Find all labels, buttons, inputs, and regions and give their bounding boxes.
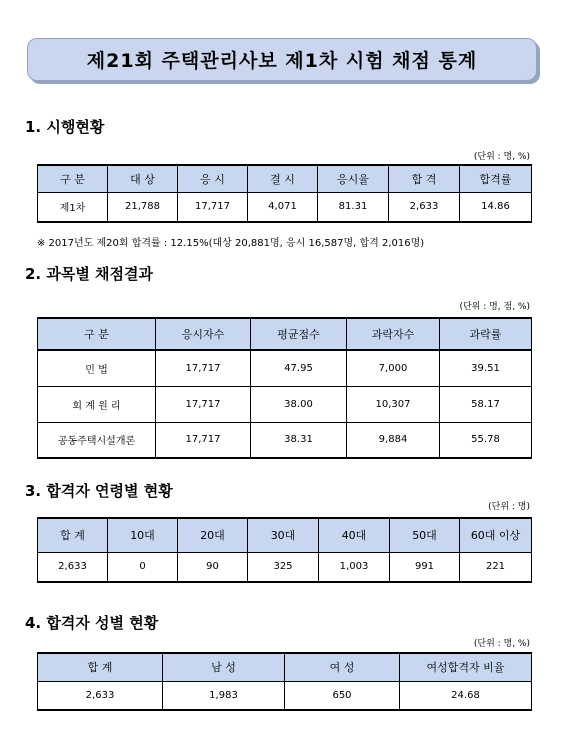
table-cell: 10,307 xyxy=(347,386,440,422)
table-cell: 14.86 xyxy=(460,192,532,222)
table-cell: 38.31 xyxy=(251,422,347,458)
table-header-row xyxy=(38,518,532,552)
table-cell: 39.51 xyxy=(440,350,532,386)
table-header-row xyxy=(38,165,532,192)
header-cell: 60대 이상 xyxy=(460,518,532,552)
table-cell: 21,788 xyxy=(108,192,178,222)
table-row xyxy=(38,386,532,422)
table-cell: 55.78 xyxy=(440,422,532,458)
header-cell: 대 상 xyxy=(108,165,178,192)
section-3-unit: (단위 : 명) xyxy=(488,502,530,512)
section-3-table xyxy=(37,517,532,583)
table-cell: 9,884 xyxy=(347,422,440,458)
section-1-table xyxy=(37,164,532,223)
header-cell: 여성합격자 비율 xyxy=(400,653,532,681)
table-cell: 2,633 xyxy=(38,681,163,710)
table-cell: 650 xyxy=(285,681,400,710)
table-cell: 0 xyxy=(108,552,178,582)
table-cell: 90 xyxy=(178,552,248,582)
table-cell: 38.00 xyxy=(251,386,347,422)
table-cell: 81.31 xyxy=(318,192,389,222)
header-cell: 합격률 xyxy=(460,165,532,192)
table-cell: 221 xyxy=(460,552,532,582)
header-cell: 응시율 xyxy=(318,165,389,192)
table-cell: 제1차 xyxy=(38,192,108,222)
table-row xyxy=(38,552,532,582)
table-header-row xyxy=(38,318,532,350)
table-cell: 1,003 xyxy=(319,552,390,582)
header-cell: 응 시 xyxy=(178,165,248,192)
section-4-table xyxy=(37,652,532,711)
header-cell: 구 분 xyxy=(38,165,108,192)
header-cell: 과락률 xyxy=(440,318,532,350)
table-cell: 17,717 xyxy=(156,350,251,386)
header-cell: 합 계 xyxy=(38,518,108,552)
section-4-unit: (단위 : 명, %) xyxy=(473,639,530,649)
header-cell: 남 성 xyxy=(163,653,285,681)
section-1-unit: (단위 : 명, %) xyxy=(473,152,530,162)
table-cell: 4,071 xyxy=(248,192,318,222)
section-4-heading: 4. 합격자 성별 현황 xyxy=(25,614,159,632)
header-cell: 평균점수 xyxy=(251,318,347,350)
table-cell: 17,717 xyxy=(178,192,248,222)
section-3-heading: 3. 합격자 연령별 현황 xyxy=(25,482,173,500)
table-cell: 2,633 xyxy=(389,192,460,222)
table-row xyxy=(38,681,532,710)
table-cell: 47.95 xyxy=(251,350,347,386)
header-cell: 결 시 xyxy=(248,165,318,192)
table-cell: 17,717 xyxy=(156,422,251,458)
table-cell: 991 xyxy=(390,552,460,582)
document-title: 제21회 주택관리사보 제1차 시험 채점 통계 xyxy=(86,50,478,72)
table-row xyxy=(38,350,532,386)
table-header-row xyxy=(38,653,532,681)
table-row xyxy=(38,192,532,222)
document-title-banner xyxy=(27,38,537,81)
table-cell: 공동주택시설개론 xyxy=(38,422,156,458)
table-cell: 7,000 xyxy=(347,350,440,386)
table-cell: 1,983 xyxy=(163,681,285,710)
header-cell: 합 계 xyxy=(38,653,163,681)
header-cell: 여 성 xyxy=(285,653,400,681)
table-cell: 회 계 원 리 xyxy=(38,386,156,422)
table-row xyxy=(38,422,532,458)
section-2-unit: (단위 : 명, 점, %) xyxy=(459,302,530,312)
header-cell: 50대 xyxy=(390,518,460,552)
table-cell: 2,633 xyxy=(38,552,108,582)
header-cell: 구 분 xyxy=(38,318,156,350)
header-cell: 20대 xyxy=(178,518,248,552)
table-cell: 58.17 xyxy=(440,386,532,422)
section-1-note: ※ 2017년도 제20회 합격률 : 12.15%(대상 20,881명, 응시 16,587명, 합격 2,016명) xyxy=(37,238,425,249)
header-cell: 30대 xyxy=(248,518,319,552)
section-2-heading: 2. 과목별 채점결과 xyxy=(25,265,154,283)
table-cell: 325 xyxy=(248,552,319,582)
header-cell: 응시자수 xyxy=(156,318,251,350)
header-cell: 합 격 xyxy=(389,165,460,192)
header-cell: 40대 xyxy=(319,518,390,552)
table-cell: 17,717 xyxy=(156,386,251,422)
table-cell: 민 법 xyxy=(38,350,156,386)
header-cell: 과락자수 xyxy=(347,318,440,350)
header-cell: 10대 xyxy=(108,518,178,552)
section-2-table xyxy=(37,317,532,459)
table-cell: 24.68 xyxy=(400,681,532,710)
section-1-heading: 1. 시행현황 xyxy=(25,118,105,136)
